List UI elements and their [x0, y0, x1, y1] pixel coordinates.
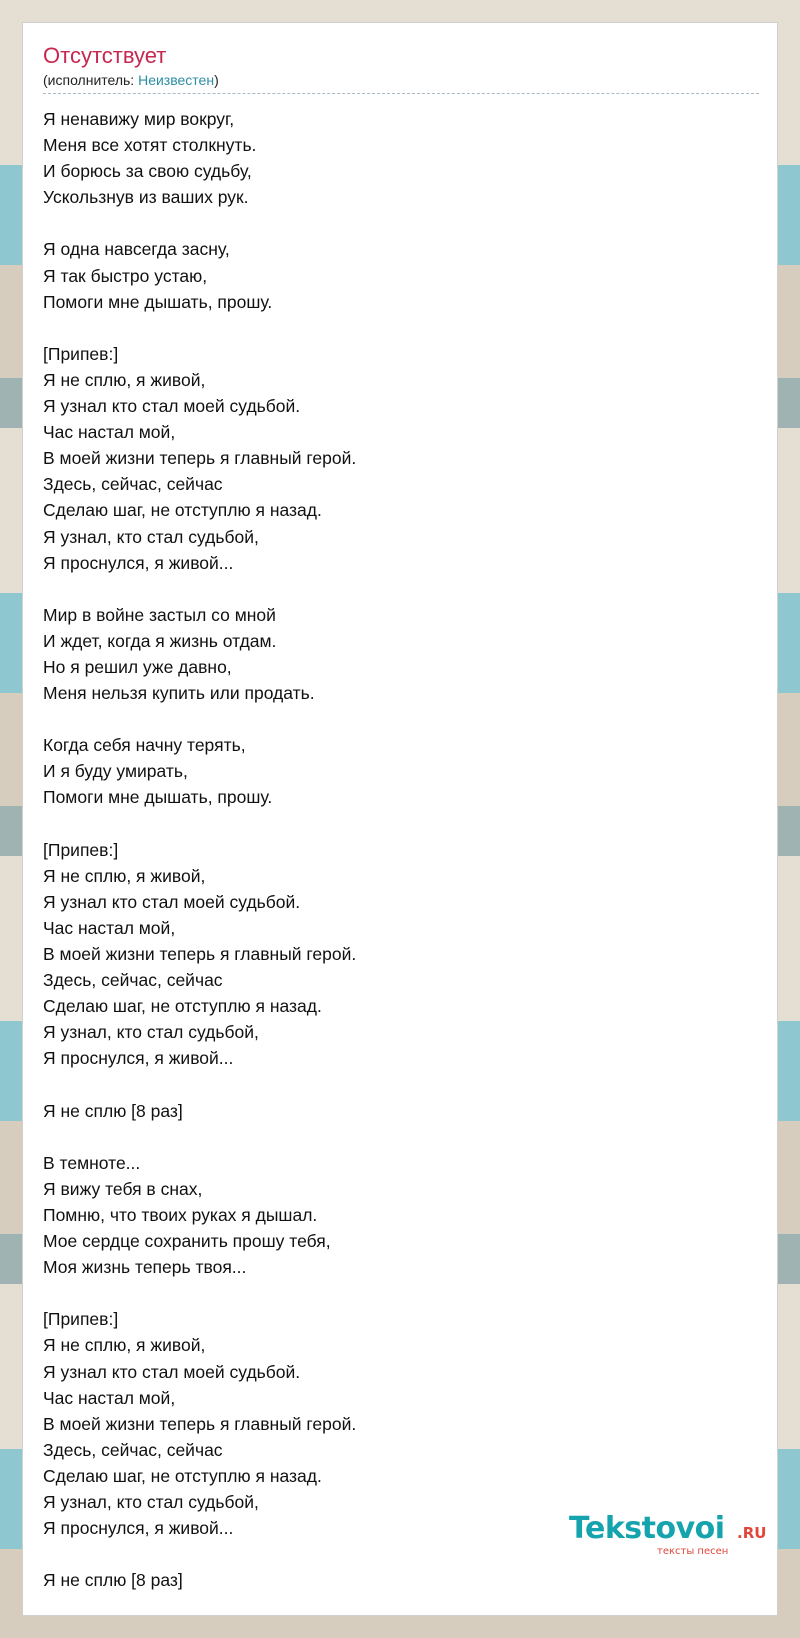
lyric-line: Меня нельзя купить или продать. [43, 683, 315, 704]
lyric-line: Я не сплю, я живой, [43, 865, 206, 886]
lyric-line: Я не сплю [8 раз] [43, 1570, 183, 1591]
lyric-line: Моя жизнь теперь твоя... [43, 1257, 247, 1278]
lyric-line: Помню, что твоих руках я дышал. [43, 1204, 318, 1225]
lyric-line: Час настал мой, [43, 917, 176, 938]
lyric-line: Сделаю шаг, не отступлю я назад. [43, 500, 322, 521]
lyric-line: Помоги мне дышать, прошу. [43, 787, 273, 808]
lyric-line: Я одна навсегда засну, [43, 239, 230, 260]
lyric-line: Сделаю шаг, не отступлю я назад. [43, 996, 322, 1017]
lyric-line: В моей жизни теперь я главный герой. [43, 448, 357, 469]
artist-prefix: (исполнитель: [43, 72, 139, 88]
lyric-line: И борюсь за свою судьбу, [43, 161, 252, 182]
lyric-line: Час настал мой, [43, 1387, 176, 1408]
logo-wordmark: Tekstovoi [569, 1511, 725, 1546]
lyric-line: И я буду умирать, [43, 761, 188, 782]
lyric-line: Здесь, сейчас, сейчас [43, 970, 223, 991]
lyric-line: Я узнал, кто стал судьбой, [43, 1022, 259, 1043]
lyric-line [43, 811, 759, 837]
lyric-line: Здесь, сейчас, сейчас [43, 474, 223, 495]
lyric-line: Я проснулся, я живой... [43, 1048, 234, 1069]
logo-domain: .RU [737, 1524, 767, 1542]
lyric-line: Помоги мне дышать, прошу. [43, 291, 273, 312]
lyric-line: Я узнал, кто стал судьбой, [43, 1491, 259, 1512]
logo-tagline: тексты песен [657, 1546, 729, 1557]
lyric-line: Мое сердце сохранить прошу тебя, [43, 1231, 331, 1252]
lyric-line [43, 1071, 759, 1097]
lyric-line [43, 315, 759, 341]
artist-suffix: ) [214, 72, 219, 88]
artist-link[interactable]: Неизвестен [138, 72, 215, 88]
lyric-line: [Припев:] [43, 343, 119, 364]
lyric-line: Я проснулся, я живой... [43, 552, 234, 573]
song-title: Отсутствует [43, 43, 167, 68]
lyric-line: Я проснулся, я живой... [43, 1518, 234, 1539]
lyric-line: Я узнал кто стал моей судьбой. [43, 396, 301, 417]
lyric-line: И ждет, когда я жизнь отдам. [43, 630, 277, 651]
lyric-line [43, 706, 759, 732]
lyric-line: Меня все хотят столкнуть. [43, 135, 257, 156]
lyric-line [43, 1280, 759, 1306]
lyric-line: Мир в войне застыл со мной [43, 604, 276, 625]
lyric-line [43, 1124, 759, 1150]
lyric-line: Час настал мой, [43, 422, 176, 443]
lyric-line: Я узнал кто стал моей судьбой. [43, 1361, 301, 1382]
lyric-line: В моей жизни теперь я главный герой. [43, 1413, 357, 1434]
title-divider [43, 93, 759, 94]
artist-line [43, 73, 219, 87]
lyric-line: Я не сплю [8 раз] [43, 1100, 183, 1121]
lyric-line: Я не сплю, я живой, [43, 1335, 206, 1356]
lyric-line: Я не сплю, я живой, [43, 369, 206, 390]
lyric-line: Я узнал, кто стал судьбой, [43, 526, 259, 547]
lyric-line [43, 210, 759, 236]
lyric-line: Сделаю шаг, не отступлю я назад. [43, 1465, 322, 1486]
lyric-line: [Припев:] [43, 1309, 119, 1330]
lyric-line [43, 576, 759, 602]
lyric-line: Я узнал кто стал моей судьбой. [43, 891, 301, 912]
lyrics-text [43, 106, 759, 1593]
lyric-line: Я так быстро устаю, [43, 265, 208, 286]
site-logo[interactable] [569, 1511, 779, 1560]
lyrics-card [22, 22, 778, 1616]
lyric-line: Я ненавижу мир вокруг, [43, 109, 235, 129]
lyric-line: В моей жизни теперь я главный герой. [43, 944, 357, 964]
lyric-line: [Припев:] [43, 839, 119, 860]
lyric-line: Я вижу тебя в снах, [43, 1178, 203, 1199]
lyric-line: Но я решил уже давно, [43, 656, 232, 677]
lyric-line: Ускользнув из ваших рук. [43, 187, 249, 208]
lyric-line: Когда себя начну терять, [43, 735, 246, 756]
lyric-line: Здесь, сейчас, сейчас [43, 1439, 223, 1460]
lyric-line: В темноте... [43, 1152, 141, 1173]
